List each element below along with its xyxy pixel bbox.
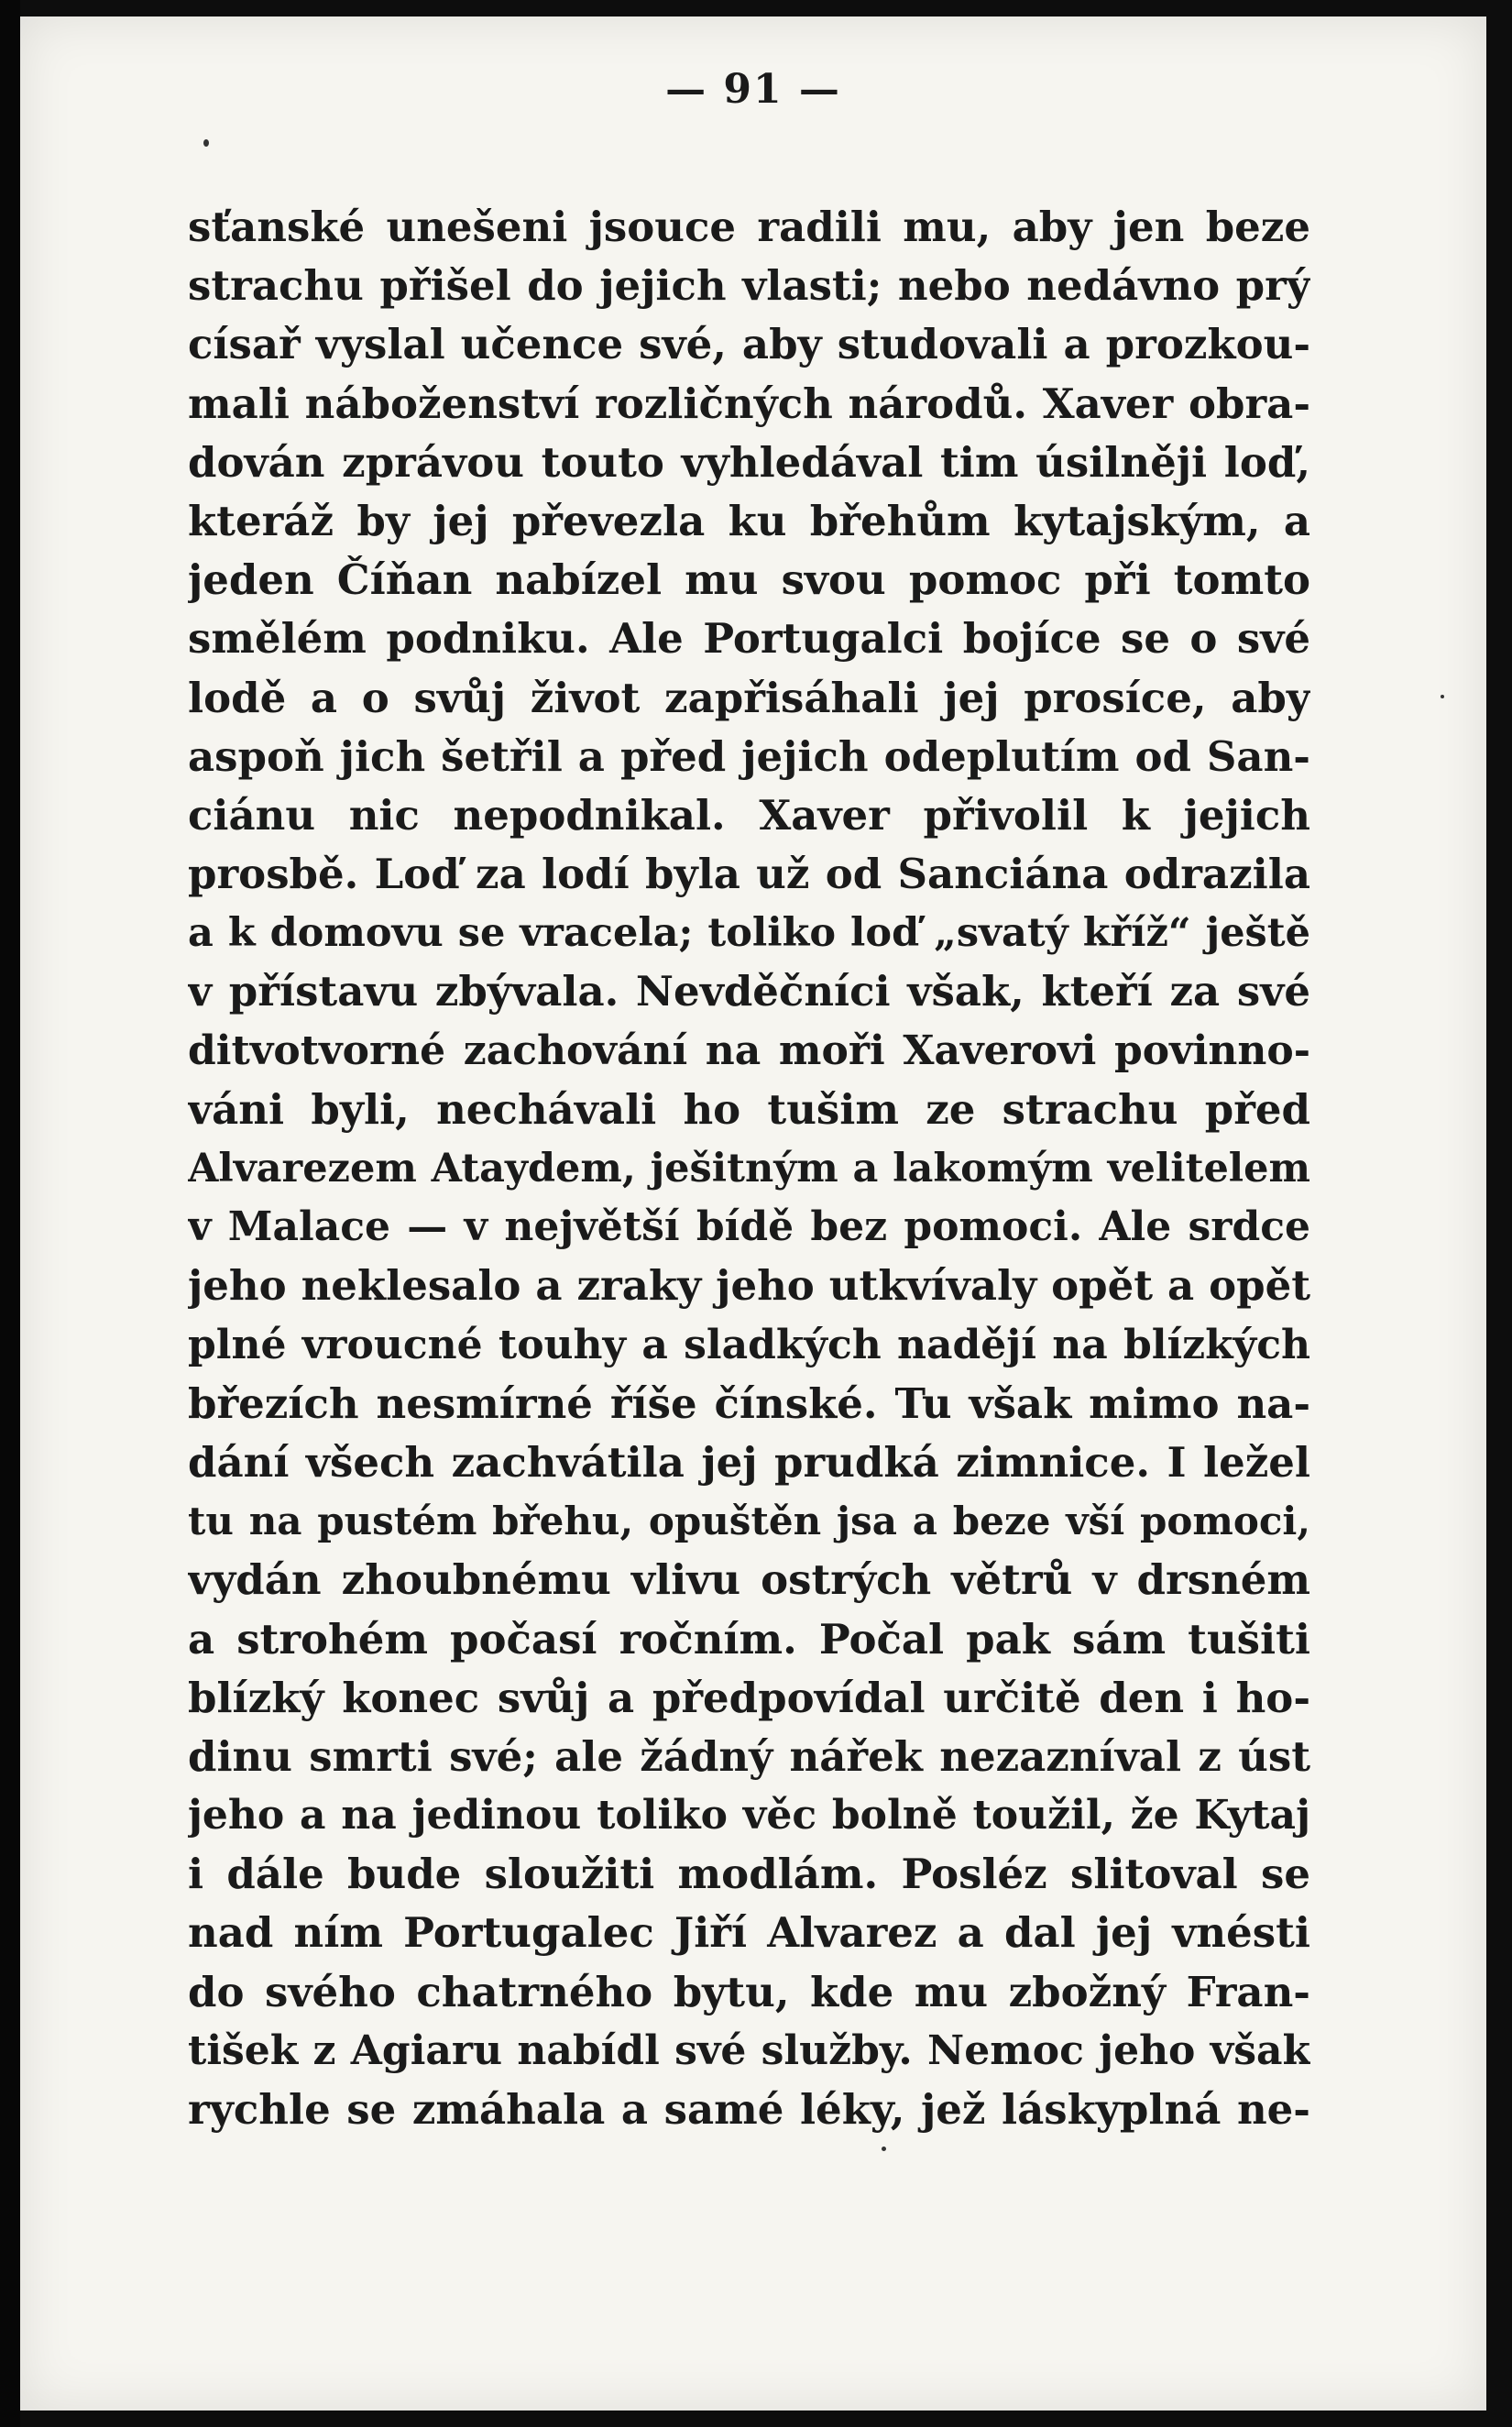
text-line: dován zprávou touto vyhledával tim úsilněji loď,	[188, 437, 1310, 487]
scan-left-edge	[0, 0, 20, 2427]
text-line: dání všech zachvátila jej prudká zimnice. I ležel	[188, 1437, 1310, 1487]
text-line: sťanské unešeni jsouce radili mu, aby jen beze	[188, 203, 1310, 251]
body-text	[188, 198, 1310, 2139]
text-line: plné vroucné touhy a sladkých nadějí na blízkých	[188, 1321, 1310, 1368]
text-line: vydán zhoubnému vlivu ostrých větrů v drsném	[188, 1555, 1310, 1605]
text-line: aspoň jich šetřil a před jejich odeplutím od San-	[188, 731, 1310, 781]
page-number: — 91 —	[665, 66, 841, 113]
text-line: v přístavu zbývala. Nevděčníci však, kteří za své	[188, 967, 1310, 1016]
text-line: prosbě. Loď za lodí byla už od Sanciána odrazila	[188, 850, 1310, 899]
text-line: tišek z Agiaru nabídl své služby. Nemoc jeho však	[188, 2026, 1310, 2074]
text-line: lodě a o svůj život zapřisáhali jej prosíce, aby	[188, 673, 1310, 722]
text-line: a k domovu se vracela; toliko loď „svatý kříž“ ještě	[188, 910, 1310, 957]
text-line: tu na pustém břehu, opuštěn jsa a beze vší pomoci,	[188, 1499, 1310, 1544]
text-line: dinu smrti své; ale žádný nářek nezazníval z úst	[188, 1731, 1310, 1781]
text-line: smělém podniku. Ale Portugalci bojíce se o své	[188, 614, 1310, 664]
text-line: ditvotvorné zachování na moři Xaverovi povinno-	[188, 1027, 1310, 1074]
text-line: kteráž by jej převezla ku břehům kytajským, a	[188, 496, 1310, 545]
text-line: březích nesmírné říše čínské. Tu však mimo na-	[188, 1378, 1310, 1428]
text-line: ciánu nic nepodnikal. Xaver přivolil k jejich	[188, 790, 1310, 840]
text-line: rychle se zmáhala a samé léky, jež láskyplná ne-	[188, 2085, 1310, 2134]
text-line: nad ním Portugalec Jiří Alvarez a dal jej vnésti	[188, 1908, 1310, 1958]
text-line: váni byli, nechávali ho tušim ze strachu před	[188, 1084, 1310, 1134]
text-line: jeho neklesalo a zraky jeho utkvívaly opět a opět	[188, 1261, 1310, 1311]
text-line: císař vyslal učence své, aby studovali a prozkou-	[188, 320, 1310, 369]
book-page	[20, 16, 1486, 2411]
text-line: Alvarezem Ataydem, ješitným a lakomým velitelem	[188, 1146, 1310, 1192]
text-line: mali náboženství rozličných národů. Xaver obra-	[188, 379, 1310, 428]
text-line: jeho a na jedinou toliko věc bolně toužil, že Kytaj	[188, 1792, 1310, 1839]
text-line: blízký konec svůj a předpovídal určitě den i ho-	[188, 1673, 1310, 1722]
text-line: a strohém počasí ročním. Počal pak sám tušiti	[188, 1614, 1310, 1664]
scan-speck	[203, 139, 209, 147]
text-line: jeden Číňan nabízel mu svou pomoc při tomto	[188, 555, 1310, 605]
text-line: strachu přišel do jejich vlasti; nebo nedávno prý	[188, 261, 1310, 311]
scan-speck	[882, 2147, 886, 2151]
text-line: do svého chatrného bytu, kde mu zbožný Fran-	[188, 1967, 1310, 2016]
text-line: i dále bude sloužiti modlám. Posléz slitoval se	[188, 1850, 1310, 1899]
scan-speck	[1441, 695, 1444, 698]
text-line: v Malace — v největší bídě bez pomoci. Ale srdce	[188, 1203, 1310, 1251]
